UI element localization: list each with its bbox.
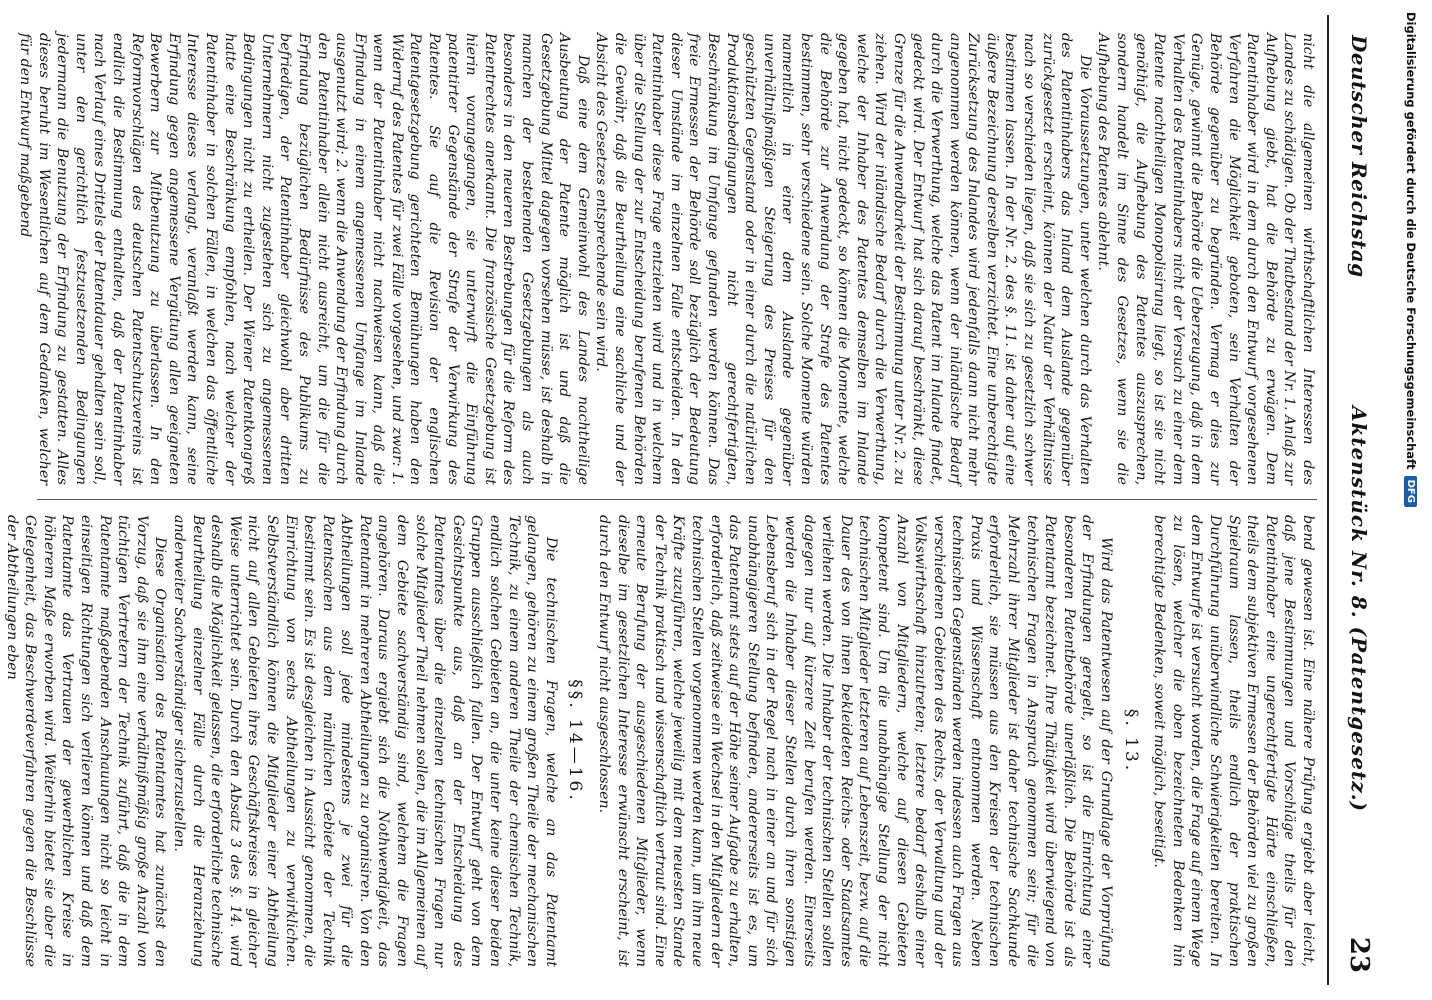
right-column <box>3 515 1317 967</box>
paragraph: Die Voraussetzungen, unter welchen durch das Verhalten des Patentinhabers das Inland dem Auslande gegenüber zurückgesetzt erscheint, können der Natur der Verhältnisse nach so verschieden liegen, daß sie sich zu gesetzlich schwer bestimmen lassen. In der Nr. 2. des §. 11. ist daher auf eine äußere Bezeichnung derselben verzichtet. Eine unberechtigte Zurücksetzung des Inlandes wird jedenfalls dann nicht mehr angenommen werden können, wenn der inländische Bedarf durch die Verwerthung, welche das Patent im Inlande findet, gedeckt wird. Der Entwurf hat sich darauf beschränkt, diese Grenze für die Anwendbarkeit der Bestimmung unter Nr. 2. zu ziehen. Wird der inländische Bedarf durch die Verwerthung, welche der Inhaber des Patentes demselben im Inlande gegeben hat, nicht gedeckt, so können die Momente, welche die Behörde zur Anwendung der Strafe des Patentes bestimmen, sehr verschiedene sein. Solche Momente würden namentlich in einer dem Auslande gegenüber unverhältnißmäßigen Steigerung des Preises für den geschützten Gegenstand oder in einer durch die natürlichen Produktionsbedingungen nicht gerechtfertigten, Beschränkung im Umfange gefunden werden können. Das freie Ermessen der Behörde soll bezüglich der Bedeutung dieser Umstände im einzelnen Falle entscheiden. In den Patentinhaber diese Frage entziehen wird und in welchem über die Stellung der zur Entscheidung berufenen Behörden die Gewähr, daß die Beurtheilung eine sachliche und der Absicht des Gesetzes entsprechende sein wird. <box>593 33 1093 485</box>
paragraph: Diese Organisation des Patentamtes hat zunächst den Vorzug, daß sie ihm eine verhältnißmäßig große Anzahl von tüchtigen Vertretern der Technik zuführt, daß die in dem Patentamte maßgebenden Anschauungen nicht so leicht in einseitigen Richtungen sich verlieren können und daß dem Patentamte das Vertrauen der gewerblichen Kreise in höherem Maße erworben wird. Weiterhin bietet sie aber die Gelegenheit, das Beschwerdeverfahren gegen die Beschlüsse der Abtheilungen eben <box>3 515 169 967</box>
page-number: 23 <box>1344 936 1374 973</box>
digitization-credit <box>1406 12 1428 592</box>
header-middle-title: Aktenstück Nr. 8. (Patentgesetz.) <box>1347 405 1371 813</box>
running-header <box>1327 15 1389 985</box>
column-divider <box>37 499 1317 500</box>
section-heading: §. 13. <box>1120 708 1141 774</box>
left-column <box>17 33 1317 485</box>
paragraph: Wird das Patentwesen auf der Grundlage der Vorprüfung der Erfindungen geregelt, so ist die Einrichtung einer besonderen Patentbehörde unerläßlich. Die Behörde ist als Patentamt bezeichnet. Ihre Thätigkeit wird überwiegend von technischen Fragen in Anspruch genommen sein; für die Mehrzahl ihrer Mitglieder ist daher technische Sachkunde erforderlich, sie müssen aus den Kreisen der technischen Praxis und Wissenschaft entnommen werden. Neben technischen Gegenständen werden indessen auch Fragen aus verschiedenen Gebieten des Rechts, der Verwaltung und der Volkswirthschaft hinzutreten; letztere bedarf deshalb einer Anzahl von Mitgliedern, welche auf diesen Gebieten kompetent sind. Um die unabhängige Stellung der nicht technischen Mitglieder letzteren auf Lebenszeit, bezw. auf die Dauer des von ihnen bekleideten Reichs- oder Staatsamtes verliehen werden. Die Inhaber der technischen Stellen sollen dagegen nur auf kürzere Zeit berufen werden. Einerseits werden die Inhaber dieser Stellen durch ihren sonstigen Lebensberuf sich in der Regel nach in einer an und für sich unabhängigeren Stellung befinden, andererseits ist es, um das Patentamt stets auf der Höhe seiner Aufgabe zu erhalten, erforderlich, daß zeitweise ein Wechsel in den Mitgliedern der technischen Stellen vorgenommen werden kann, um ihm neue Kräfte zuzuführen, welche jeweilig mit dem neuesten Stande der Technik praktisch und wissenschaftlich vertraut sind. Eine erneute Berufung der ausgeschiedenen Mitglieder, wenn dieselbe im gesetzlichen Interesse erwünscht erscheint, ist durch den Entwurf nicht ausgeschlossen. <box>596 515 1115 967</box>
rotated-page-content <box>3 15 1389 985</box>
paragraph: bend gewesen ist. Eine nähere Prüfung ergiebt aber leicht, daß jene Bestimmungen und Vorschläge theils für den Patentinhaber eine ungerechtfertigte Härte einschließen, theils dem subjektiven Ermessen der Behörden viel zu großen Spielraum lassen, theils endlich der praktischen Durchführung unüberwindliche Schwierigkeiten bereiten. In dem Entwurfe ist versucht worden, die Frage auf einem Wege zu lösen, welcher die oben bezeichneten Bedenken hin berechtigte Bedenken, soweit möglich, beseitigt. <box>1151 515 1316 967</box>
paragraph: Daß eine dem Gemeinwohl des Landes nachtheilige Ausbeutung der Patente möglich ist und daß die Gesetzgebung Mittel dagegen vorsehen müsse, ist deshalb in manchen der bestehenden Gesetzgebungen als auch besonders in den neueren Bestrebungen für die Reform des Patentrechtes anerkannt. Die französische Gesetzgebung ist hierin vorangegangen, sie unterwirft die Einführung patentirter Gegenstände der Strafe der Verwirkung des Patentes. Sie auf die Revision der englischen Patentgesetzgebung gerichteten Bemühungen haben den Widerruf des Patentes für zwei Fälle vorgesehen, und zwar: 1. wenn der Patentinhaber nicht nachweisen kann, daß die Erfindung in einem angemessenen Umfange im Inlande ausgenutzt wird; 2. wenn die Anwendung der Erfindung durch den Patentinhaber allein nicht ausreicht, um die für die Erfindung bezüglichen Bedürfnisse des Publikums zu befriedigen, der Patentinhaber gleichwohl aber dritten Unternehmern nicht zugestehen sich zu angemessenen Bedingungen nicht zu ertheilen. Der Wiener Patentkongreß hatte eine Beschränkung empfohlen, nach welcher der Patentinhaber in solchen Fällen, in welchen das öffentliche Interesse dieses verlangt, veranlaßt werden kann, seine Erfindung gegen angemessene Vergütung allen geeigneten Bewerbern zur Mitbenutzung zu überlassen. In den Reformvorschlägen des deutschen Patentschutzvereins ist endlich die Bestimmung enthalten, daß der Patentinhaber nach Verlauf eines Drittels der Patentdauer gehalten sein soll, unter den gerichtlich festzusetzenden Bedingungen jedermann die Benutzung der Erfindung zu gestatten. Alles dieses beruht im Wesentlichen auf dem Gedanken, welcher für den Entwurf maßgebend <box>17 33 591 485</box>
header-left-title: Deutscher Reichstag <box>1347 35 1371 278</box>
paragraph: nicht die allgemeinen wirthschaftlichen Interessen des Landes zu schädigen. Ob der Thatbestand der Nr. 1. Anlaß zur Aufhebung giebt, hat die Behörde zu erwägen. Dem Patentinhaber wird in dem durch den Entwurf vorgesehenen Verfahren die Möglichkeit geboten, sein Verhalten der Behörde gegenüber zu begründen. Vermag er dies zur Genüge, gewinnt die Behörde die Ueberzeugung, daß in dem Verhalten des Patentinhabers nicht der Versuch zu einer dem Patente nachtheiligen Monopolisirung liegt, so ist sie nicht genöthigt, die Aufhebung des Patentes auszusprechen, sondern handelt im Sinne des Gesetzes, wenn sie die Aufhebung des Patentes ablehnt. <box>1095 33 1316 485</box>
credit-text: Digitalisierung gefördert durch die Deutsche Forschungsgemeinschaft <box>1404 12 1418 470</box>
section-heading: §§. 14—16. <box>565 679 586 803</box>
dfg-logo: DFG <box>1405 476 1418 507</box>
paragraph: Die technischen Fragen, welche an das Patentamt gelangen, gehören zu einem großen Theile der mechanischen Technik, zu einem anderen Theile der chemischen Technik, endlich solchen Gebieten an, die unter keine dieser beiden Gruppen ausschließlich fallen. Der Entwurf geht von dem Gesichtspunkte aus, daß an der Entscheidung des Patentamtes über die einzelnen technischen Fragen nur solche Mitglieder Theil nehmen sollen, die im Allgemeinen auf dem Gebiete sachverständig sind, welchem die Fragen angehören. Daraus ergiebt sich die Nothwendigkeit, das Patentamt in mehreren Abtheilungen zu organisiren. Von den Abtheilungen soll jede mindestens je zwei für die Patentsachen aus dem nämlichen Gebiete der Technik bestimmt sein. Es ist desgleichen in Aussicht genommen, die Einrichtung von sechs Abtheilungen zu verwirklichen. Selbstverständlich können die Mitglieder einer Abtheilung nicht auf allen Gebieten ihres Geschäftskreises in gleicher Weise unterrichtet sein. Durch den Absatz 3 des §. 14. wird deshalb die Möglichkeit gelassen, die erforderliche technische Beurtheilung einzelner Fälle durch die Heranziehung anderweiter Sachverständiger sicherzustellen. <box>170 515 559 967</box>
